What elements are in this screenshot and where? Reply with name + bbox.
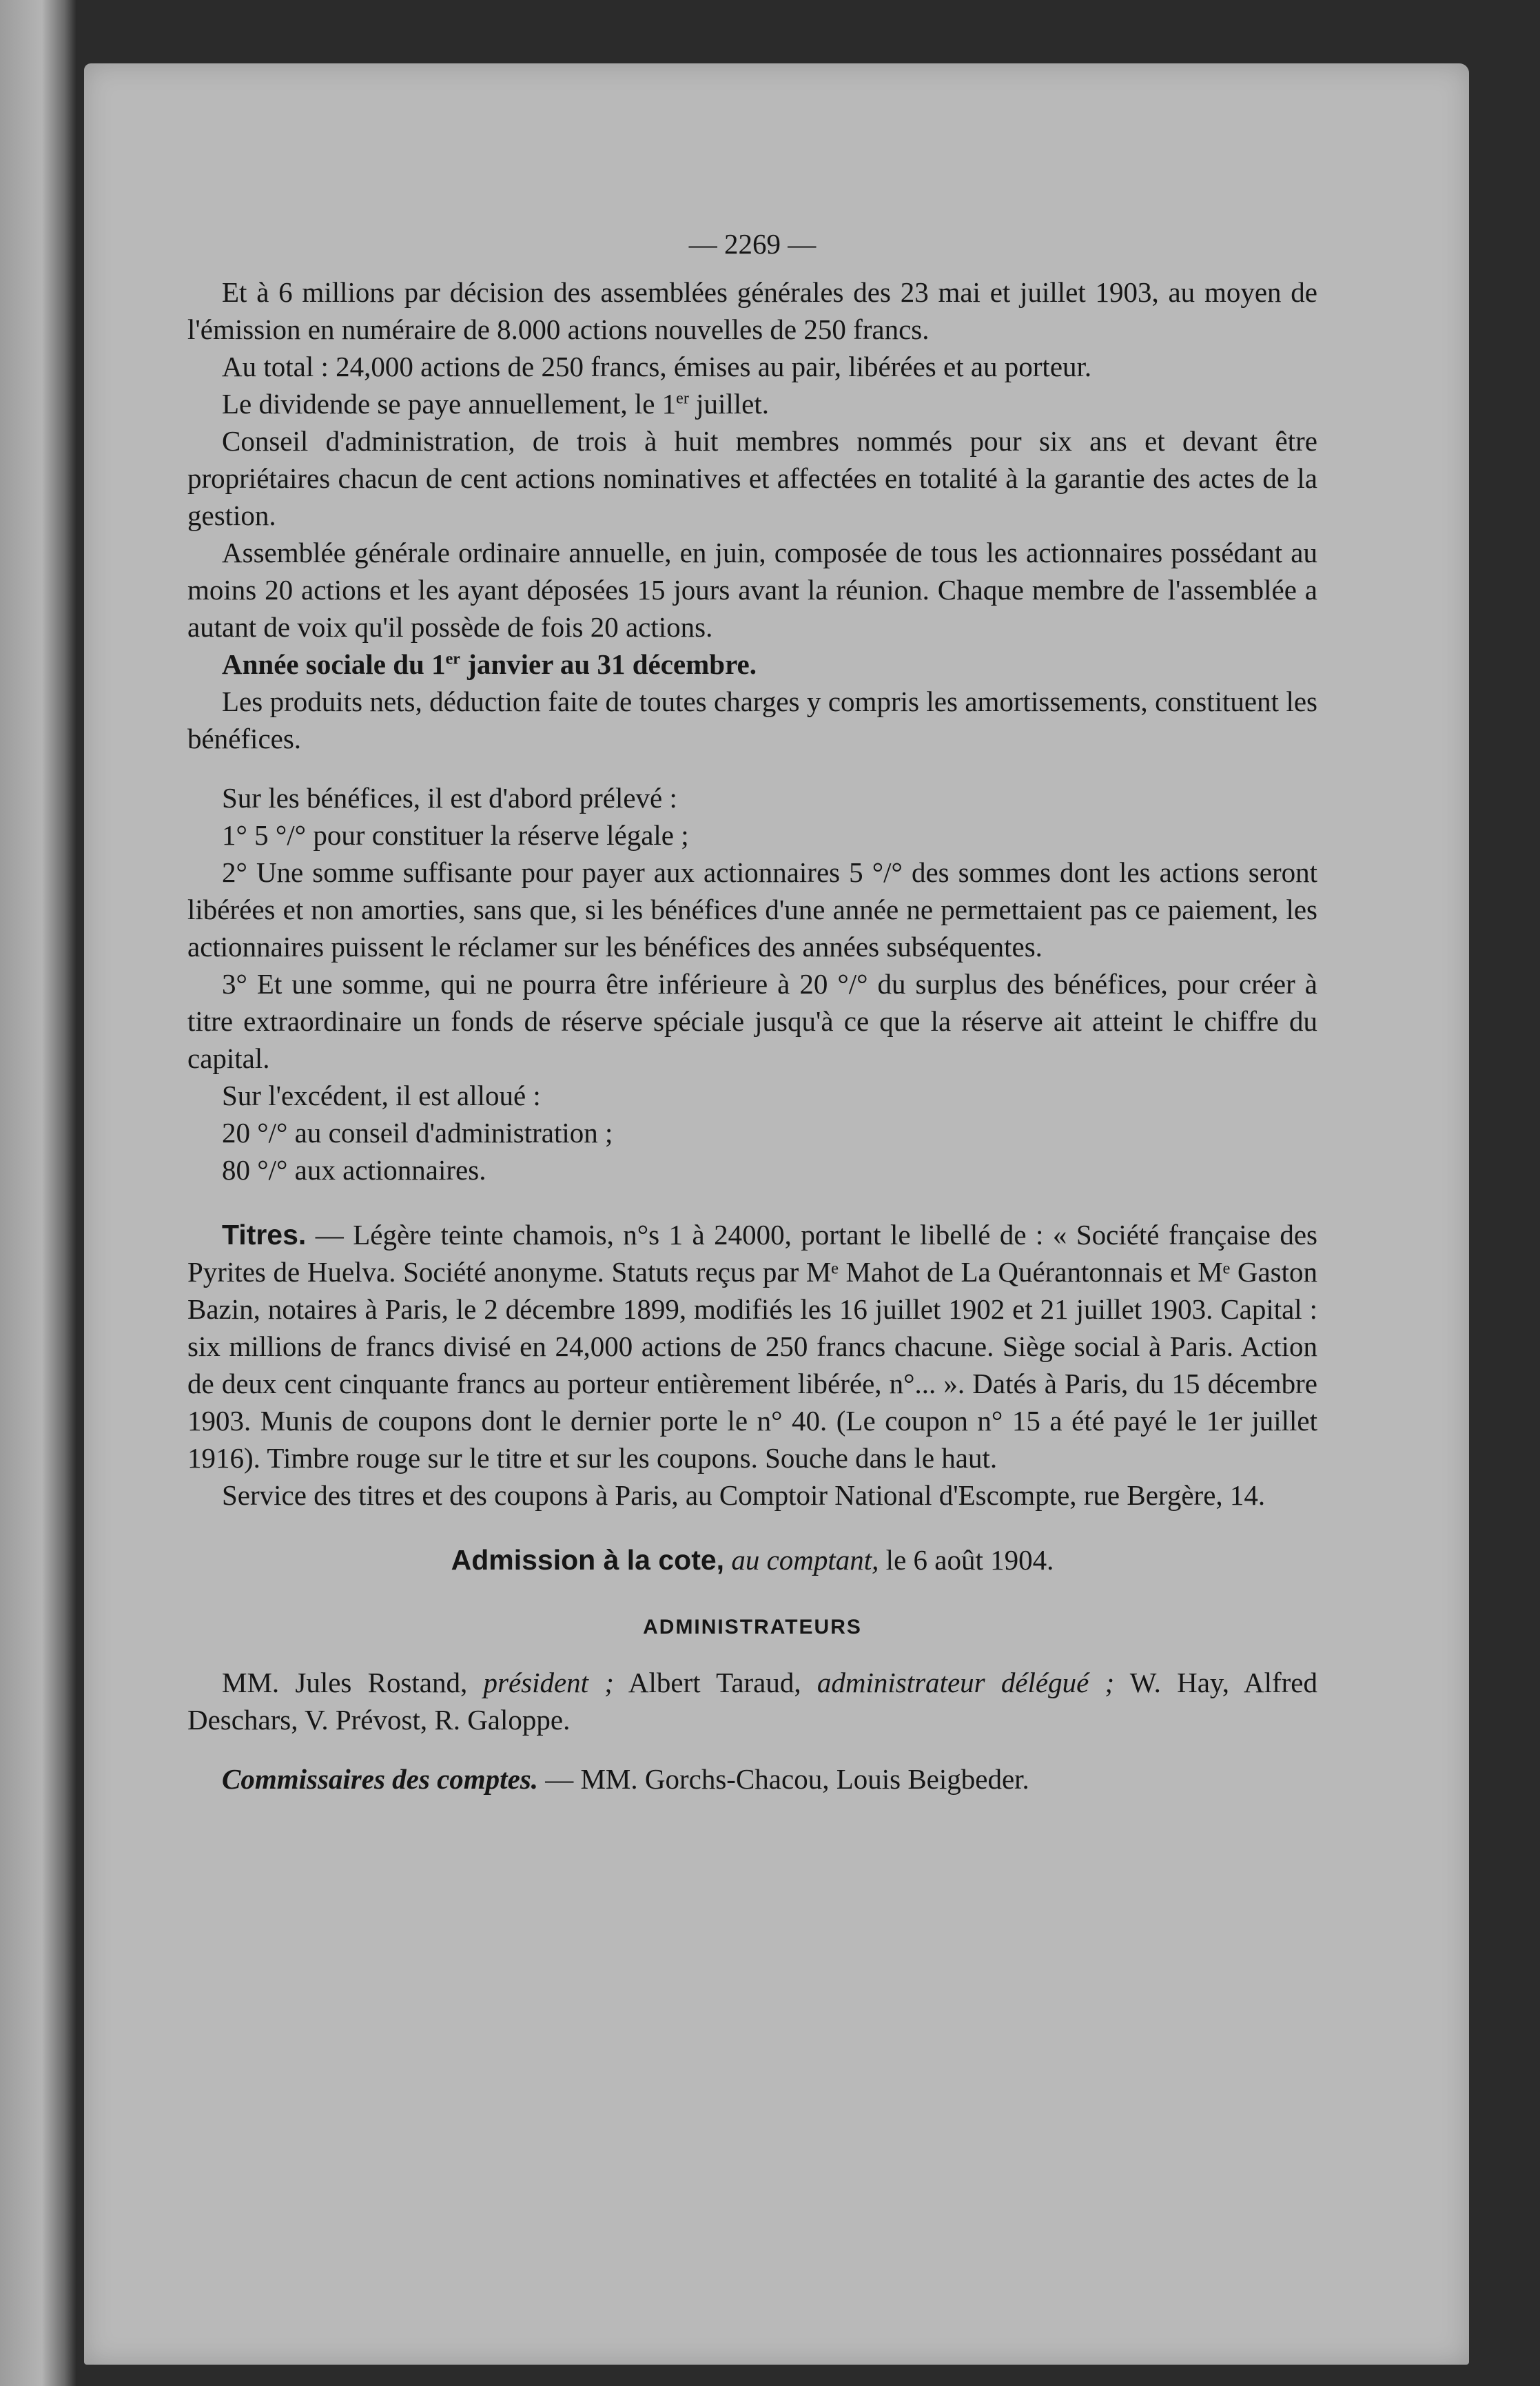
- allocation-board: 20 °/° au conseil d'administration ;: [222, 1117, 613, 1149]
- superscript: er: [676, 389, 689, 408]
- page-content: [187, 225, 1317, 1798]
- superscript: er: [445, 650, 460, 668]
- admission-rest: le 6 août 1904.: [879, 1544, 1054, 1576]
- admission-line: [187, 1541, 1317, 1578]
- admin-names-rest: W. Hay, Alfred Deschars, V. Prévost, R. Galoppe.: [187, 1667, 1317, 1736]
- page-number: — 2269 —: [688, 228, 817, 260]
- paragraph-fiscal-year: [187, 646, 1317, 683]
- paragraph-total-shares: Au total : 24,000 actions de 250 francs, émises au pair, libérées et au porteur.: [222, 351, 1092, 382]
- administrateurs-list: [187, 1664, 1317, 1738]
- admin-role-delegate: administrateur délégué ;: [817, 1667, 1115, 1698]
- paragraph-dividend: [187, 385, 1317, 422]
- document-page: [84, 63, 1469, 2365]
- titres-label: Titres.: [222, 1219, 307, 1251]
- paragraph-titres: [187, 1216, 1317, 1477]
- allocation-shareholders: 80 °/° aux actionnaires.: [222, 1154, 486, 1186]
- admin-names-start: MM. Jules Rostand,: [222, 1667, 484, 1698]
- paragraph-surplus: Sur l'excédent, il est alloué :: [222, 1080, 541, 1111]
- fiscal-year-text: Année sociale du 1: [222, 648, 446, 680]
- list-item-1: 1° 5 °/° pour constituer la réserve légale ;: [222, 819, 689, 851]
- paragraph-service: Service des titres et des coupons à Paris, au Comptoir National d'Escompte, rue Bergère, 14.: [222, 1479, 1266, 1511]
- commissaires-line: [187, 1760, 1317, 1798]
- dividend-text: Le dividende se paye annuellement, le 1: [222, 388, 677, 420]
- admin-names-mid: Albert Taraud,: [613, 1667, 817, 1698]
- admission-italic: au comptant,: [724, 1544, 879, 1576]
- list-item-2: 2° Une somme suffisante pour payer aux actionnaires 5 °/° des sommes dont les actions seront libérées et non amorties, sans que, si les bénéfices d'une année ne permettaient pas ce paiement, les actionnaires puissent le réclamer sur les bénéfices des années subséquentes.: [187, 856, 1317, 963]
- adjacent-page-edge: [0, 0, 76, 2386]
- paragraph-general-assembly: Assemblée générale ordinaire annuelle, en juin, composée de tous les actionnaires possédant au moins 20 actions et les ayant déposées 15 jours avant la réunion. Chaque membre de l'assemblée a autant de voix qu'il possède de fois 20 actions.: [187, 537, 1317, 643]
- paragraph-capital-increase: Et à 6 millions par décision des assemblées générales des 23 mai et juillet 1903, au moyen de l'émission en numéraire de 8.000 actions nouvelles de 250 francs.: [187, 276, 1317, 345]
- commissaires-text: — MM. Gorchs-Chacou, Louis Beigbeder.: [537, 1763, 1029, 1795]
- dividend-text-end: juillet.: [688, 388, 769, 420]
- paragraph-profits-intro: Sur les bénéfices, il est d'abord prélevé :: [222, 782, 677, 814]
- list-item-3: 3° Et une somme, qui ne pourra être inférieure à 20 °/° du surplus des bénéfices, pour créer à titre extraordinaire un fonds de réserve spéciale jusqu'à ce que la réserve ait atteint le chiffre du capital.: [187, 968, 1317, 1074]
- administrateurs-heading: ADMINISTRATEURS: [643, 1616, 862, 1638]
- admission-label: Admission à la cote,: [451, 1544, 725, 1576]
- paragraph-net-products: Les produits nets, déduction faite de toutes charges y compris les amortissements, constituent les bénéfices.: [187, 686, 1317, 754]
- titres-text: — Légère teinte chamois, n°s 1 à 24000, portant le libellé de : « Société française des Pyrites de Huelva. Société anonyme. Statuts reçus par Mᵉ Mahot de La Quérantonnais et Mᵉ Gaston Bazin, notaires à Paris, le 2 décembre 1899, modifiés les 16 juillet 1902 et 21 juillet 1903. Capital : six millions de francs divisé en 24,000 actions de 250 francs chacune. Siège social à Paris. Action de deux cent cinquante francs au porteur entièrement libérée, n°... ». Datés à Paris, du 15 décembre 1903. Munis de coupons dont le dernier porte le n° 40. (Le coupon n° 15 a été payé le 1er juillet 1916). Timbre rouge sur le titre et sur les coupons. Souche dans le haut.: [187, 1219, 1317, 1474]
- fiscal-year-text-end: janvier au 31 décembre.: [460, 648, 757, 680]
- commissaires-label: Commissaires des comptes.: [222, 1763, 538, 1795]
- admin-role-president: président ;: [483, 1667, 614, 1698]
- paragraph-board: Conseil d'administration, de trois à huit membres nommés pour six ans et devant être propriétaires chacun de cent actions nominatives et affectées en totalité à la garantie des actes de la gestion.: [187, 425, 1317, 531]
